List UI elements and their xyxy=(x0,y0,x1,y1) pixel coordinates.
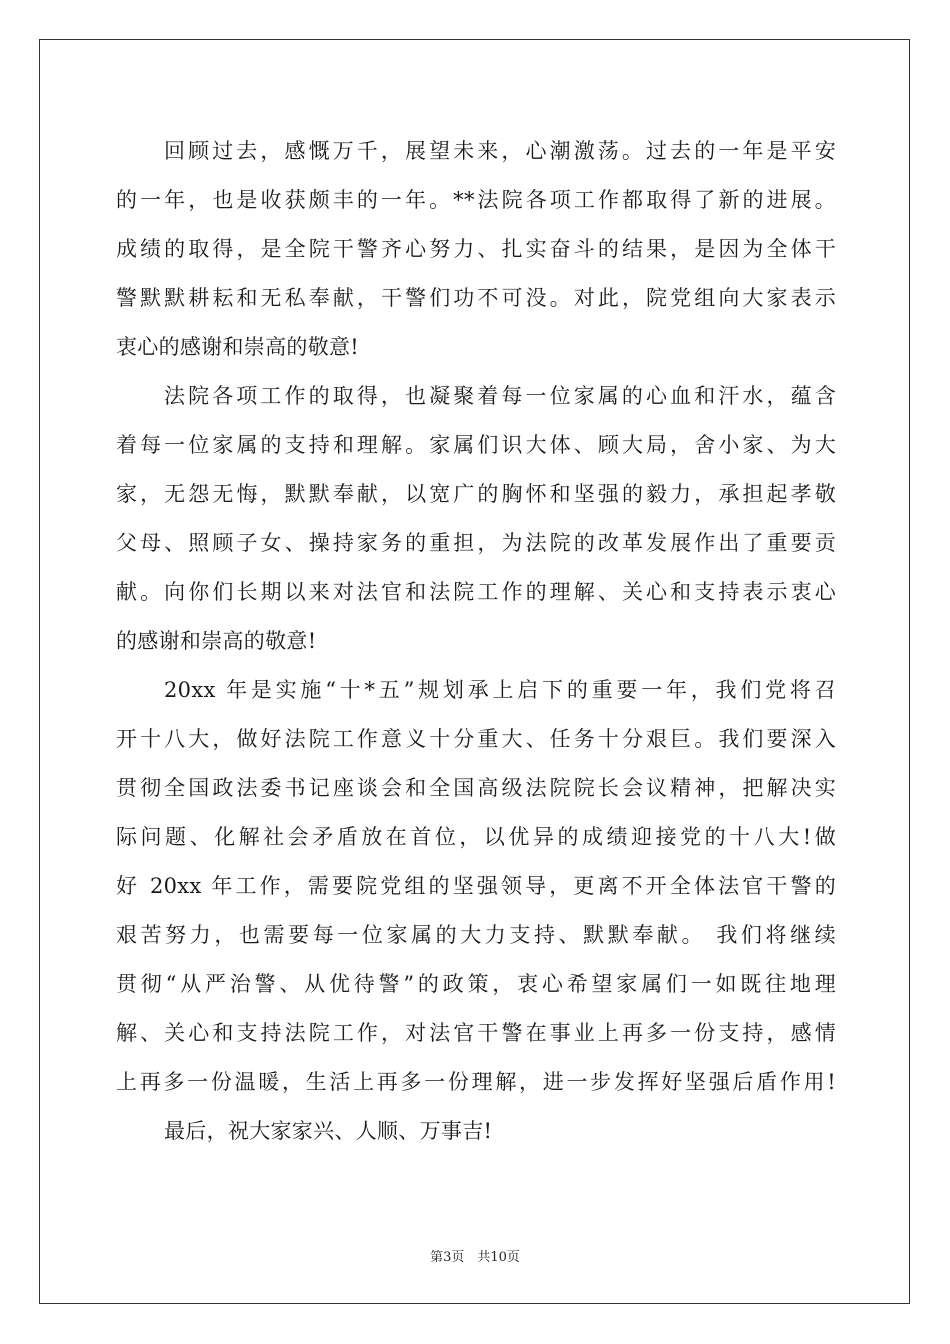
text-line: 贯彻全国政法委书记座谈会和全国高级法院院长会议精神，把解决实 xyxy=(116,776,836,800)
paragraph-1 xyxy=(116,127,836,372)
text-line: 成绩的取得，是全院干警齐心努力、扎实奋斗的结果，是因为全体干 xyxy=(116,237,836,261)
text-line: 献。向你们长期以来对法官和法院工作的理解、关心和支持表示衷心 xyxy=(116,580,836,604)
text-line: 际问题、化解社会矛盾放在首位，以优异的成绩迎接党的十八大!做 xyxy=(116,825,836,849)
text-line: 着每一位家属的支持和理解。家属们识大体、顾大局，舍小家、为大 xyxy=(116,433,836,457)
text-line: 家，无怨无悔，默默奉献，以宽广的胸怀和坚强的毅力，承担起孝敬 xyxy=(116,482,836,506)
text-line: 最后，祝大家家兴、人顺、万事吉! xyxy=(164,1119,493,1143)
text-line: 警默默耕耘和无私奉献，干警们功不可没。对此，院党组向大家表示 xyxy=(116,286,836,310)
text-line: 父母、照顾子女、操持家务的重担，为法院的改革发展作出了重要贡 xyxy=(116,531,836,555)
text-line: 法院各项工作的取得，也凝聚着每一位家属的心血和汗水，蕴含 xyxy=(164,384,836,408)
text-line: 解、关心和支持法院工作，对法官干警在事业上再多一份支持，感情 xyxy=(116,1021,836,1045)
page-number-footer: 第3页 共10页 xyxy=(430,1250,520,1265)
document-body xyxy=(116,127,836,1156)
text-line: 的一年，也是收获颇丰的一年。**法院各项工作都取得了新的进展。 xyxy=(116,188,836,212)
text-line: 开十八大，做好法院工作意义十分重大、任务十分艰巨。我们要深入 xyxy=(116,727,836,751)
paragraph-3 xyxy=(116,666,836,1107)
text-line: 20xx 年是实施“十*五”规划承上启下的重要一年，我们党将召 xyxy=(164,678,836,702)
text-line: 艰苦努力，也需要每一位家属的大力支持、默默奉献。 我们将继续 xyxy=(116,923,836,947)
text-line: 好 20xx 年工作，需要院党组的坚强领导，更离不开全体法官干警的 xyxy=(116,874,836,898)
text-line: 衷心的感谢和崇高的敬意! xyxy=(116,335,360,359)
text-line: 回顾过去，感慨万千，展望未来，心潮激荡。过去的一年是平安 xyxy=(164,139,836,163)
paragraph-4 xyxy=(116,1107,836,1156)
text-line: 贯彻“从严治警、从优待警”的政策，衷心希望家属们一如既往地理 xyxy=(116,972,836,996)
text-line: 的感谢和崇高的敬意! xyxy=(116,629,317,653)
paragraph-2 xyxy=(116,372,836,666)
text-line: 上再多一份温暖，生活上再多一份理解，进一步发挥好坚强后盾作用! xyxy=(116,1070,836,1094)
